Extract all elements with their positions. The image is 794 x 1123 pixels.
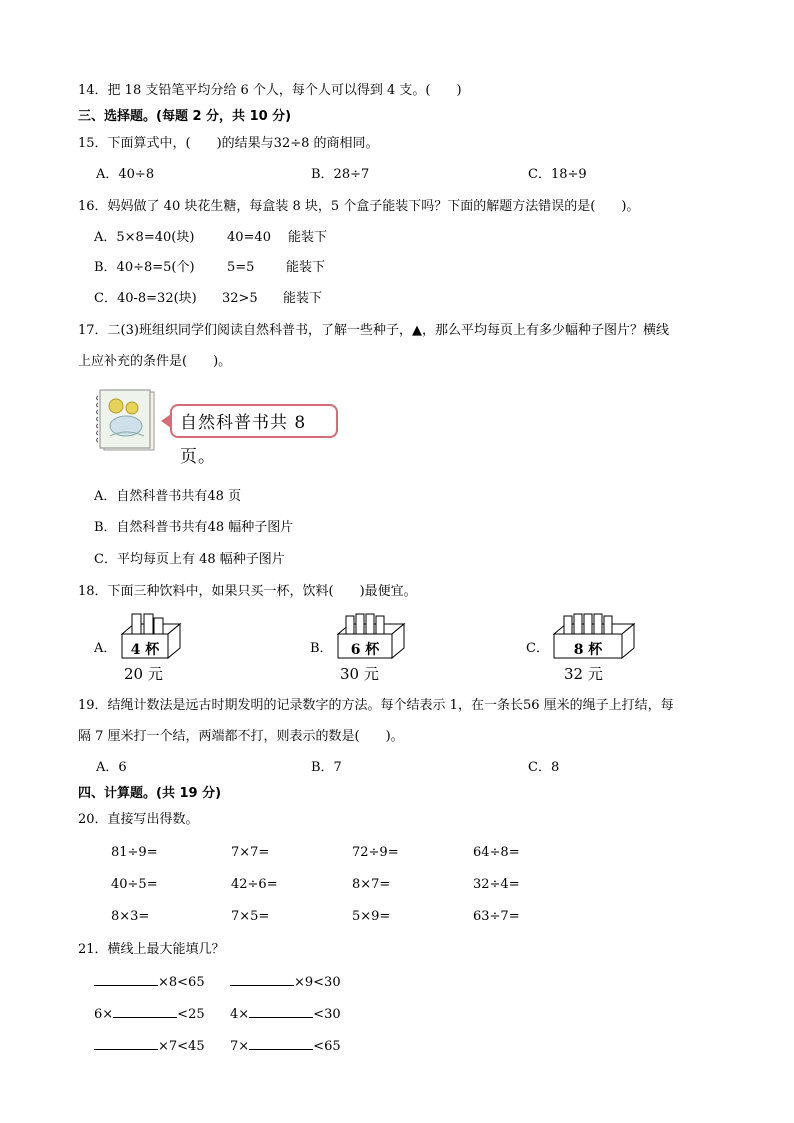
question-16-option-b-calc: B．40÷8=5(个) (94, 260, 195, 275)
answer-blank[interactable] (94, 1037, 158, 1050)
fill-item: 7× <65 (230, 1039, 341, 1054)
calc-item: 63÷7= (473, 909, 520, 924)
question-19-option-c: C．8 (528, 760, 560, 775)
fill-item: 6× <25 (94, 1007, 205, 1022)
calc-item: 5×9= (352, 909, 391, 924)
question-17-line-2: 上应补充的条件是( )。 (78, 354, 232, 369)
calc-item: 32÷4= (473, 877, 520, 892)
question-16-option-a-compare: 40=40 (227, 230, 271, 245)
question-17-line-1: 17．二(3)班组织同学们阅读自然科普书，了解一些种子，▲，那么平均每页上有多少幅种子图片？横线 (78, 323, 669, 338)
question-15-option-b: B．28÷7 (311, 167, 370, 182)
question-14: 14．把 18 支铅笔平均分给 6 个人，每个人可以得到 4 支。( ) (78, 83, 462, 98)
question-18-stem: 18．下面三种饮料中，如果只买一杯，饮料( )最便宜。 (78, 584, 417, 599)
answer-blank[interactable] (113, 1005, 177, 1018)
calc-item: 7×5= (231, 909, 270, 924)
question-15-option-c: C．18÷9 (528, 167, 587, 182)
crate-c-label: 8 杯 (573, 642, 603, 658)
answer-blank[interactable] (249, 1037, 313, 1050)
question-18-option-c-letter: C． (526, 641, 549, 656)
fill-item: 4× <30 (230, 1007, 341, 1022)
calc-item: 40÷5= (111, 877, 158, 892)
question-19-line-1: 19．结绳计数法是远古时期发明的记录数字的方法。每个结表示 1，在一条长56 厘米的绳子上打结，每 (78, 698, 674, 713)
question-16-option-b-result: 能装下 (286, 260, 326, 275)
question-17-option-b: B．自然科普书共有48 幅种子图片 (94, 520, 294, 535)
answer-blank[interactable] (230, 973, 294, 986)
crate-a-label: 4 杯 (130, 642, 160, 658)
question-15-option-a: A．40÷8 (96, 167, 155, 182)
calc-item: 42÷6= (231, 877, 278, 892)
calc-item: 7×7= (231, 845, 270, 860)
crate-b-label: 6 杯 (350, 642, 380, 658)
question-16-option-c-compare: 32>5 (222, 291, 258, 306)
section-3-title: 三、选择题。(每题 2 分，共 10 分) (78, 109, 292, 124)
book-illustration (94, 386, 160, 456)
fill-item: ×9<30 (230, 973, 341, 992)
question-19-option-a: A．6 (96, 760, 127, 775)
question-16-option-a-calc: A．5×8=40(块) (94, 230, 195, 245)
question-19-line-2: 隔 7 厘米打一个结，两端都不打，则表示的数是( )。 (78, 729, 404, 744)
calc-item: 8×7= (352, 877, 391, 892)
question-20-stem: 20．直接写出得数。 (78, 812, 199, 827)
calc-item: 72÷9= (352, 845, 399, 860)
calc-item: 81÷9= (111, 845, 158, 860)
question-17-option-c: C．平均每页上有 48 幅种子图片 (94, 552, 285, 567)
crate-a-price: 20 元 (124, 665, 163, 683)
question-17-option-a: A．自然科普书共有48 页 (94, 489, 242, 504)
question-16-option-c-result: 能装下 (283, 291, 323, 306)
crate-b-price: 30 元 (340, 665, 379, 683)
section-4-title: 四、计算题。(共 19 分) (78, 786, 222, 801)
question-16-stem: 16．妈妈做了 40 块花生糖，每盒装 8 块，5 个盒子能装下吗？下面的解题方法错误的是( )。 (78, 199, 640, 214)
fill-item: ×7<45 (94, 1037, 205, 1056)
answer-blank[interactable] (249, 1005, 313, 1018)
question-15-stem: 15．下面算式中，( )的结果与32÷8 的商相同。 (78, 136, 379, 151)
question-18-option-a-letter: A． (94, 641, 117, 656)
question-18-option-b-letter: B． (310, 641, 333, 656)
calc-item: 8×3= (111, 909, 150, 924)
fill-item: ×8<65 (94, 973, 205, 992)
calc-item: 64÷8= (473, 845, 520, 860)
question-21-stem: 21．横线上最大能填几？ (78, 942, 225, 957)
crate-c-price: 32 元 (564, 665, 603, 683)
question-16-option-b-compare: 5=5 (227, 260, 255, 275)
question-19-option-b: B．7 (311, 760, 342, 775)
speech-bubble: 自然科普书共 8 页。 (170, 404, 338, 438)
question-16-option-c-calc: C．40-8=32(块) (94, 291, 197, 306)
question-16-option-a-result: 能装下 (288, 230, 328, 245)
answer-blank[interactable] (94, 973, 158, 986)
